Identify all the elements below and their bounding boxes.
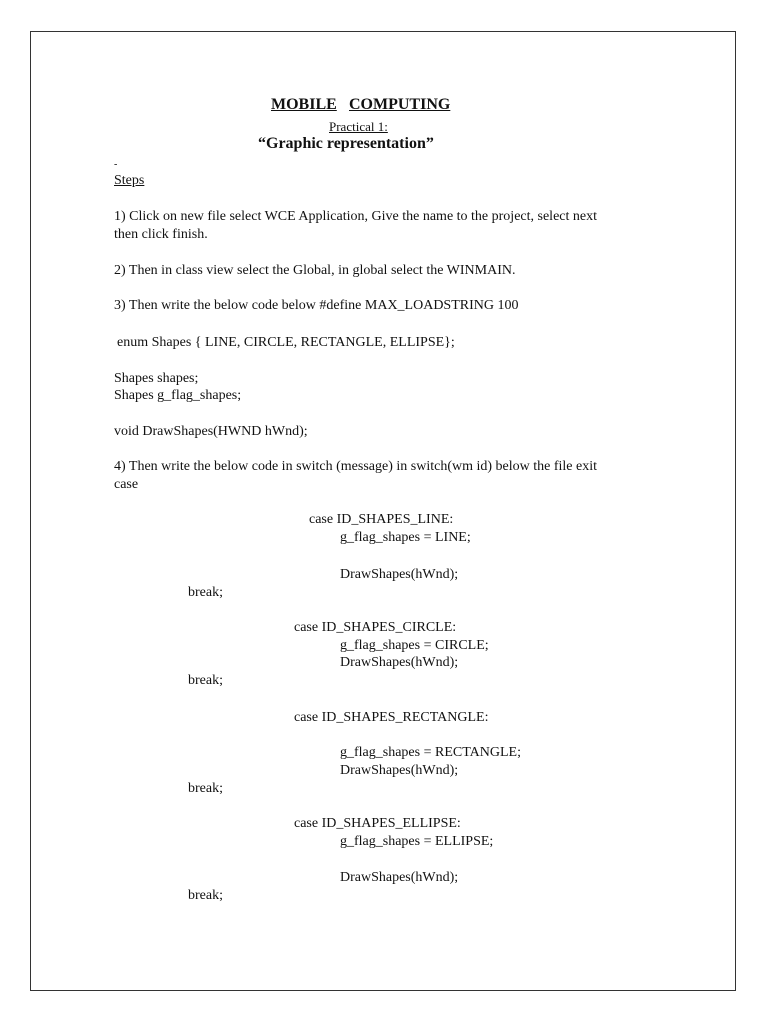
step-1-line-1: 1) Click on new file select WCE Application, Give the name to the project, select next — [114, 209, 597, 224]
document-page — [30, 31, 736, 991]
shapes-declaration: Shapes shapes; — [114, 371, 199, 386]
step-1-line-2: then click finish. — [114, 227, 208, 242]
code-flag-line: g_flag_shapes = LINE; — [340, 530, 471, 545]
step-4-line-1: 4) Then write the below code in switch (message) in switch(wm id) below the file exit — [114, 459, 597, 474]
step-3: 3) Then write the below code below #define MAX_LOADSTRING 100 — [114, 298, 519, 313]
function-prototype: void DrawShapes(HWND hWnd); — [114, 424, 308, 439]
code-break-rectangle: break; — [188, 781, 223, 796]
code-draw-line: DrawShapes(hWnd); — [340, 567, 459, 582]
code-flag-circle: g_flag_shapes = CIRCLE; — [340, 638, 489, 653]
code-draw-ellipse: DrawShapes(hWnd); — [340, 870, 459, 885]
step-2: 2) Then in class view select the Global, in global select the WINMAIN. — [114, 263, 516, 278]
code-draw-rectangle: DrawShapes(hWnd); — [340, 763, 459, 778]
code-break-circle: break; — [188, 673, 223, 688]
code-case-ellipse: case ID_SHAPES_ELLIPSE: — [294, 816, 461, 831]
stray-dot: - — [114, 159, 118, 170]
code-flag-ellipse: g_flag_shapes = ELLIPSE; — [340, 834, 494, 849]
code-case-rectangle: case ID_SHAPES_RECTANGLE: — [294, 710, 489, 725]
title-computing: COMPUTING — [349, 96, 451, 113]
enum-line: enum Shapes { LINE, CIRCLE, RECTANGLE, ELLIPSE}; — [117, 335, 455, 350]
code-draw-circle: DrawShapes(hWnd); — [340, 655, 459, 670]
practical-label: Practical 1: — [329, 119, 388, 134]
flag-declaration: Shapes g_flag_shapes; — [114, 388, 242, 403]
title-mobile: MOBILE — [271, 96, 337, 113]
code-break-ellipse: break; — [188, 888, 223, 903]
code-case-line: case ID_SHAPES_LINE: — [309, 512, 454, 527]
steps-heading: Steps — [114, 173, 145, 188]
code-flag-rectangle: g_flag_shapes = RECTANGLE; — [340, 745, 521, 760]
step-4-line-2: case — [114, 477, 139, 492]
subtitle: “Graphic representation” — [258, 135, 434, 152]
code-case-circle: case ID_SHAPES_CIRCLE: — [294, 620, 457, 635]
code-break-line: break; — [188, 585, 223, 600]
